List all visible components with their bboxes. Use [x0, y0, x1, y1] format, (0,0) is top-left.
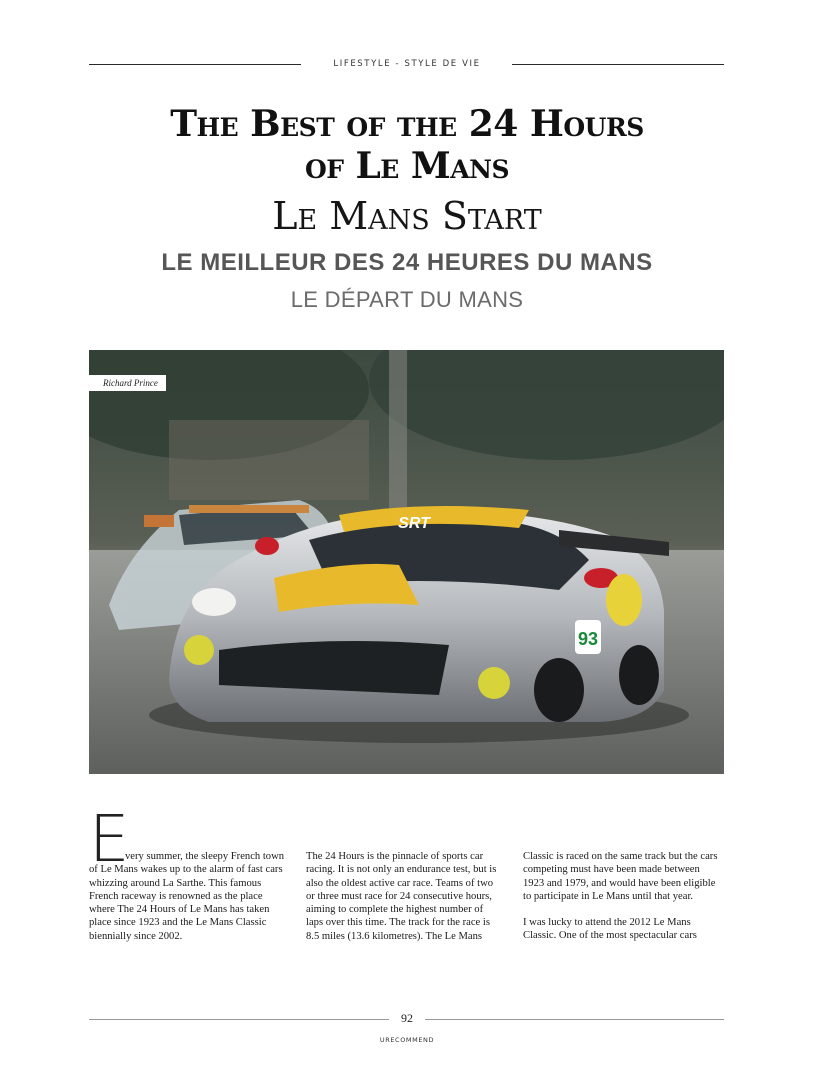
article-paragraph: The 24 Hours is the pinnacle of sports car racing. It is not only an endurance test, but is also the oldest active car race. Teams of two or three must race for 24 consecutive hours, aiming to complete the highest number of laps over this time. The track for the race is 8.5 miles (13.6 kilometres). The Le Mans	[306, 851, 497, 942]
article-paragraph: Classic is raced on the same track but the cars competing must have been made between 1923 and 1979, and would have been eligible to participate in Le Mans until that year.	[523, 851, 718, 902]
race-car-photo	[89, 350, 724, 774]
magazine-name: URECOMMEND	[379, 1036, 435, 1044]
headline-line-1: The Best of the 24 Hours	[170, 103, 644, 145]
race-car-illustration	[89, 350, 724, 774]
car-number-text: 93	[577, 629, 599, 649]
section-label: LIFESTYLE - STYLE DE VIE	[333, 59, 481, 69]
french-subtitle: LE DÉPART DU MANS	[290, 287, 524, 312]
article-column-3	[523, 850, 719, 956]
page-number: 92	[401, 1011, 413, 1025]
article-column-1	[89, 850, 285, 956]
article-column-2	[306, 850, 502, 956]
drop-cap: E	[89, 803, 130, 877]
footer-rule-right	[425, 1019, 724, 1020]
header-rule-right	[512, 64, 724, 65]
article-paragraph: very summer, the sleepy French town of Le Mans wakes up to the alarm of fast cars whizzing around La Sarthe. This famous French raceway is renowned as the place where The 24 Hours of Le Mans has taken place since 1923 and the Le Mans Classic biennially since 2002.	[89, 851, 285, 942]
french-title: LE MEILLEUR DES 24 HEURES DU MANS	[161, 249, 653, 276]
car-banner-text: SRT	[398, 515, 430, 532]
article-paragraph: I was lucky to attend the 2012 Le Mans Classic. One of the most spectacular cars	[523, 917, 697, 942]
photo-credit: Richard Prince	[89, 375, 166, 391]
headline-subtitle: Le Mans Start	[272, 194, 542, 238]
headline-line-2: of Le Mans	[304, 145, 510, 187]
